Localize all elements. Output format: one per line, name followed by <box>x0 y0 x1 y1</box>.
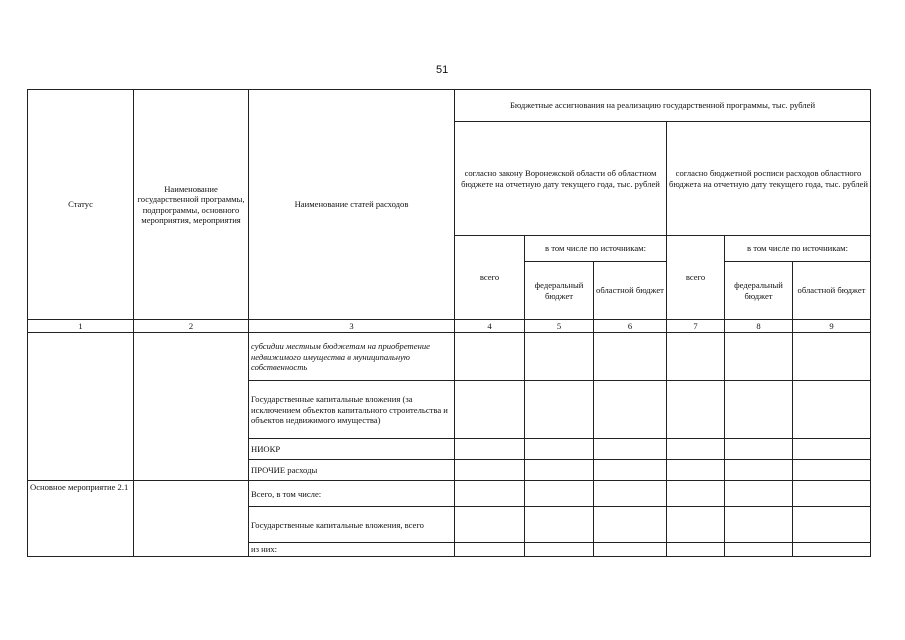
header-program-name: Наименование государственной программы, подпрограммы, основного мероприятия, мероприятия <box>134 90 249 320</box>
value-cell <box>525 460 594 481</box>
value-cell <box>594 333 667 381</box>
value-cell <box>667 507 725 543</box>
value-cell <box>793 507 871 543</box>
column-number: 5 <box>525 320 594 333</box>
header-regional-law: областной бюджет <box>594 262 667 320</box>
value-cell <box>667 333 725 381</box>
column-number: 2 <box>134 320 249 333</box>
expense-item-cell: Государственные капитальные вложения, всего <box>249 507 455 543</box>
header-status: Статус <box>28 90 134 320</box>
value-cell <box>793 543 871 556</box>
column-number: 9 <box>793 320 871 333</box>
table-row <box>28 333 871 381</box>
column-number: 3 <box>249 320 455 333</box>
value-cell <box>594 507 667 543</box>
value-cell <box>594 481 667 507</box>
value-cell <box>667 460 725 481</box>
header-allocations: Бюджетные ассигнования на реализацию государственной программы, тыс. рублей <box>455 90 871 122</box>
value-cell <box>455 460 525 481</box>
value-cell <box>455 481 525 507</box>
budget-table <box>27 89 871 557</box>
expense-item-cell: субсидии местным бюджетам на приобретение недвижимого имущества в муниципальную собственность <box>249 333 455 381</box>
value-cell <box>725 481 793 507</box>
expense-item-cell: Государственные капитальные вложения (за исключением объектов капитального строительства и объектов недвижимого имущества) <box>249 381 455 439</box>
value-cell <box>594 543 667 556</box>
value-cell <box>525 543 594 556</box>
page-number: 51 <box>436 64 449 76</box>
column-number-row <box>28 320 871 333</box>
header-by-sources-law: в том числе по источникам: <box>525 236 667 262</box>
expense-item-cell: ПРОЧИЕ расходы <box>249 460 455 481</box>
value-cell <box>455 381 525 439</box>
column-number: 1 <box>28 320 134 333</box>
program-name-cell <box>134 481 249 556</box>
column-number: 6 <box>594 320 667 333</box>
status-cell <box>28 333 134 481</box>
program-name-cell <box>134 333 249 481</box>
value-cell <box>667 543 725 556</box>
expense-item-cell: НИОКР <box>249 439 455 460</box>
value-cell <box>725 507 793 543</box>
value-cell <box>594 439 667 460</box>
value-cell <box>725 543 793 556</box>
value-cell <box>725 333 793 381</box>
value-cell <box>525 481 594 507</box>
value-cell <box>594 460 667 481</box>
value-cell <box>793 460 871 481</box>
value-cell <box>667 439 725 460</box>
value-cell <box>455 543 525 556</box>
status-cell: Основное мероприятие 2.1 <box>28 481 134 556</box>
header-by-law: согласно закону Воронежской области об областном бюджете на отчетную дату текущего года, тыс. рублей <box>455 122 667 236</box>
value-cell <box>725 381 793 439</box>
column-number: 8 <box>725 320 793 333</box>
expense-item-cell: из них: <box>249 543 455 556</box>
value-cell <box>667 381 725 439</box>
header-total-law: всего <box>455 236 525 320</box>
value-cell <box>525 507 594 543</box>
value-cell <box>525 333 594 381</box>
value-cell <box>455 507 525 543</box>
value-cell <box>594 381 667 439</box>
header-by-sources-schedule: в том числе по источникам: <box>725 236 871 262</box>
value-cell <box>725 439 793 460</box>
value-cell <box>455 333 525 381</box>
value-cell <box>725 460 793 481</box>
column-number: 4 <box>455 320 525 333</box>
value-cell <box>793 481 871 507</box>
value-cell <box>793 333 871 381</box>
header-total-schedule: всего <box>667 236 725 320</box>
value-cell <box>793 439 871 460</box>
header-by-schedule: согласно бюджетной росписи расходов областного бюджета на отчетную дату текущего года, тыс. рублей <box>667 122 871 236</box>
value-cell <box>455 439 525 460</box>
header-expense-items: Наименование статей расходов <box>249 90 455 320</box>
value-cell <box>525 381 594 439</box>
header-regional-schedule: областной бюджет <box>793 262 871 320</box>
value-cell <box>667 481 725 507</box>
column-number: 7 <box>667 320 725 333</box>
table-row <box>28 481 871 507</box>
value-cell <box>525 439 594 460</box>
header-federal-law: федеральный бюджет <box>525 262 594 320</box>
header-federal-schedule: федеральный бюджет <box>725 262 793 320</box>
expense-item-cell: Всего, в том числе: <box>249 481 455 507</box>
value-cell <box>793 381 871 439</box>
